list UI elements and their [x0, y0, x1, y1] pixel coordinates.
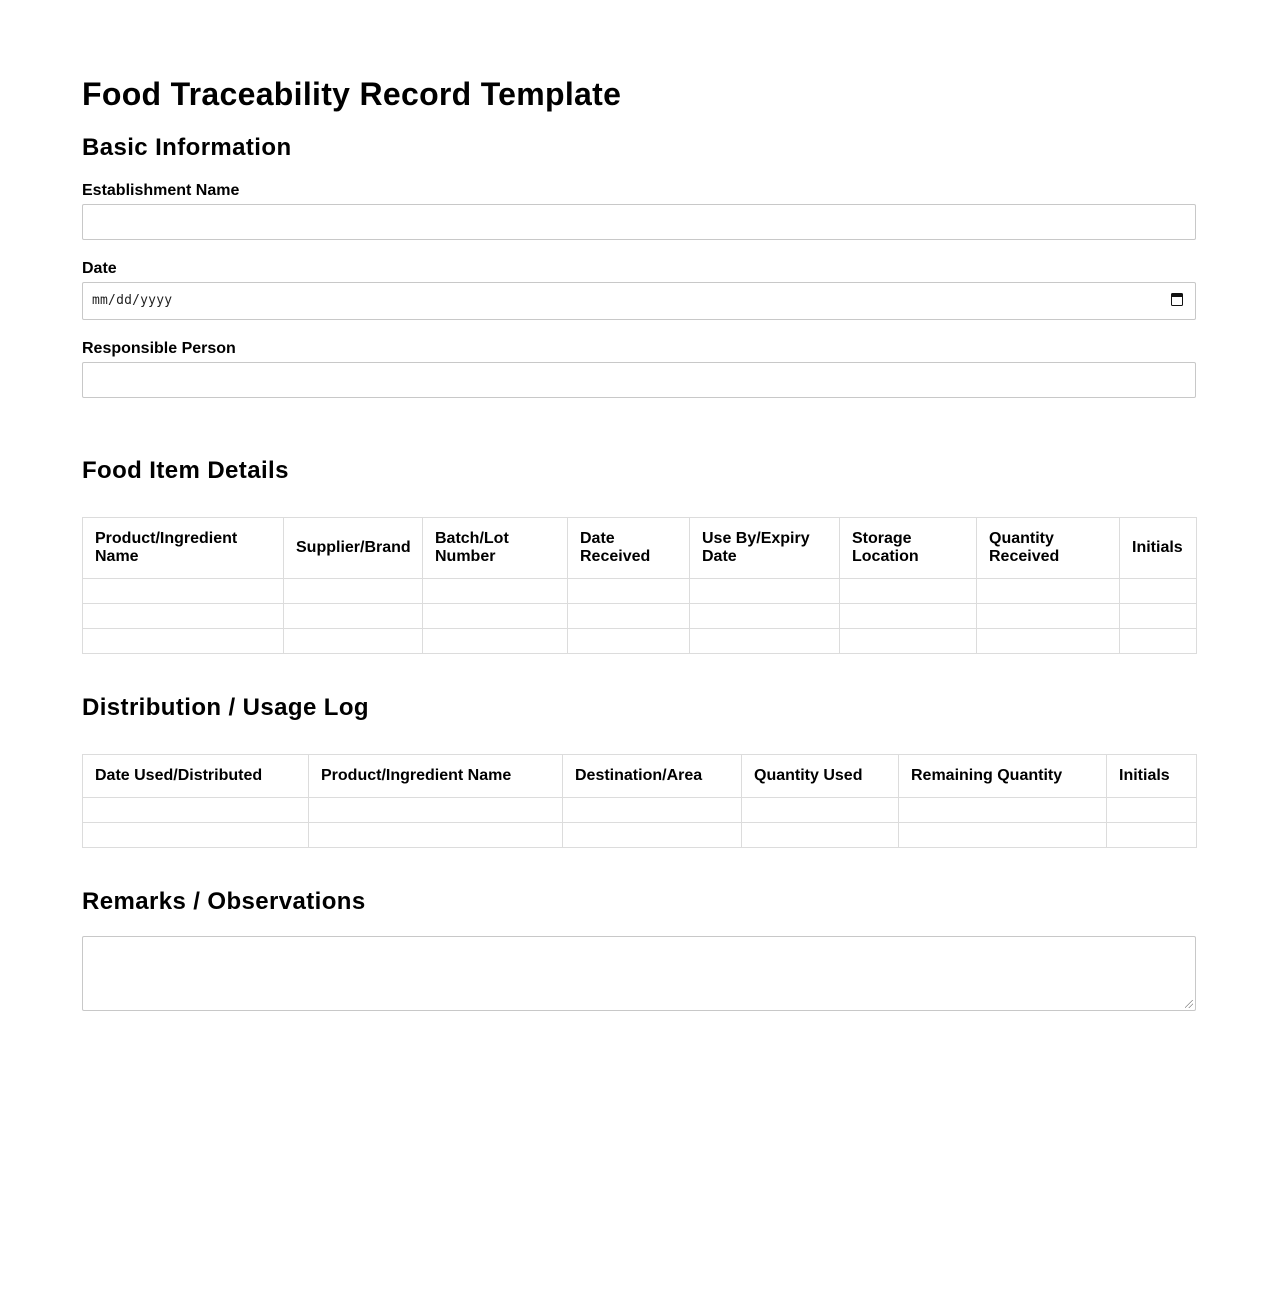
table-row: [83, 798, 1197, 823]
column-header: Product/Ingredient Name: [83, 518, 284, 579]
table-cell[interactable]: [568, 629, 690, 654]
table-cell[interactable]: [423, 604, 568, 629]
column-header: Date Received: [568, 518, 690, 579]
table-row: [83, 629, 1197, 654]
distribution-usage-log-heading: Distribution / Usage Log: [82, 694, 369, 721]
table-cell[interactable]: [977, 579, 1120, 604]
table-cell[interactable]: [977, 629, 1120, 654]
table-cell[interactable]: [1107, 823, 1197, 848]
table-row: [83, 579, 1197, 604]
date-label: Date: [82, 260, 117, 277]
table-cell[interactable]: [83, 823, 309, 848]
establishment-name-input[interactable]: [82, 204, 1196, 240]
table-cell[interactable]: [977, 604, 1120, 629]
column-header: Storage Location: [840, 518, 977, 579]
table-cell[interactable]: [568, 604, 690, 629]
table-cell[interactable]: [423, 579, 568, 604]
column-header: Remaining Quantity: [899, 755, 1107, 798]
resize-grip-icon[interactable]: [1185, 1000, 1193, 1008]
table-cell[interactable]: [309, 798, 563, 823]
column-header: Quantity Used: [742, 755, 899, 798]
remarks-observations-heading: Remarks / Observations: [82, 888, 366, 915]
table-row: [83, 604, 1197, 629]
calendar-icon[interactable]: [1171, 293, 1183, 306]
table-cell[interactable]: [284, 604, 423, 629]
page-title: Food Traceability Record Template: [82, 76, 622, 112]
table-cell[interactable]: [690, 604, 840, 629]
food-table-header-row: [83, 518, 1197, 579]
table-cell[interactable]: [1120, 579, 1197, 604]
column-header: Batch/Lot Number: [423, 518, 568, 579]
basic-information-heading: Basic Information: [82, 134, 292, 161]
table-cell[interactable]: [840, 579, 977, 604]
table-cell[interactable]: [83, 798, 309, 823]
table-cell[interactable]: [423, 629, 568, 654]
table-cell[interactable]: [742, 798, 899, 823]
table-cell[interactable]: [1120, 604, 1197, 629]
distribution-table-header-row: [83, 755, 1197, 798]
table-cell[interactable]: [1120, 629, 1197, 654]
column-header: Use By/Expiry Date: [690, 518, 840, 579]
table-cell[interactable]: [83, 629, 284, 654]
column-header: Product/Ingredient Name: [309, 755, 563, 798]
table-cell[interactable]: [840, 604, 977, 629]
table-cell[interactable]: [742, 823, 899, 848]
table-cell[interactable]: [83, 579, 284, 604]
date-placeholder: mm/dd/yyyy: [92, 293, 173, 308]
table-cell[interactable]: [690, 629, 840, 654]
establishment-name-label: Establishment Name: [82, 182, 240, 199]
column-header: Initials: [1120, 518, 1197, 579]
table-cell[interactable]: [309, 823, 563, 848]
table-cell[interactable]: [563, 823, 742, 848]
date-input[interactable]: [82, 282, 1196, 320]
distribution-table: [82, 754, 1197, 848]
table-cell[interactable]: [899, 798, 1107, 823]
table-cell[interactable]: [899, 823, 1107, 848]
column-header: Supplier/Brand: [284, 518, 423, 579]
remarks-textarea[interactable]: [82, 936, 1196, 1011]
table-cell[interactable]: [83, 604, 284, 629]
responsible-person-input[interactable]: [82, 362, 1196, 398]
table-cell[interactable]: [1107, 798, 1197, 823]
column-header: Date Used/Distributed: [83, 755, 309, 798]
table-cell[interactable]: [840, 629, 977, 654]
responsible-person-label: Responsible Person: [82, 340, 236, 357]
table-cell[interactable]: [563, 798, 742, 823]
table-row: [83, 823, 1197, 848]
table-cell[interactable]: [284, 629, 423, 654]
table-cell[interactable]: [568, 579, 690, 604]
food-item-table: [82, 517, 1197, 654]
column-header: Initials: [1107, 755, 1197, 798]
food-item-details-heading: Food Item Details: [82, 457, 289, 484]
table-cell[interactable]: [690, 579, 840, 604]
table-cell[interactable]: [284, 579, 423, 604]
column-header: Destination/Area: [563, 755, 742, 798]
column-header: Quantity Received: [977, 518, 1120, 579]
